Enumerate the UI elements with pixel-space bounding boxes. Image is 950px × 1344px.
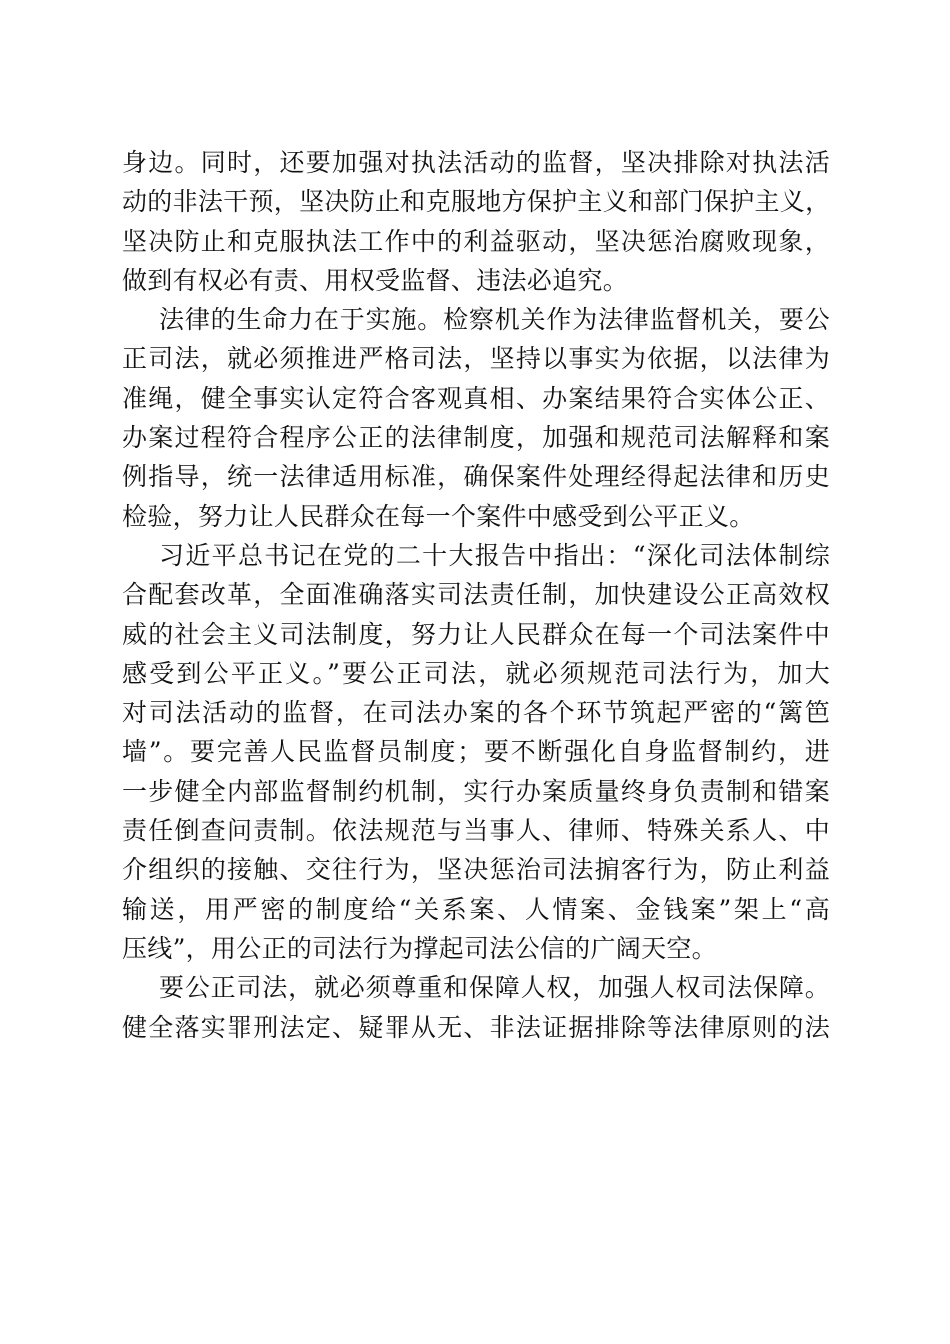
document-body [122,143,830,1047]
text-line: 压线”，用公正的司法行为撑起司法公信的广阔天空。 [122,933,717,963]
text-line: 介组织的接触、交往行为，坚决惩治司法掮客行为，防止利益 [122,855,830,885]
text-line: 输送，用严密的制度给“关系案、人情案、金钱案”架上“高 [122,894,830,924]
text-line: 威的社会主义司法制度，努力让人民群众在每一个司法案件中 [122,619,830,649]
paragraph [122,300,830,536]
text-line: 习近平总书记在党的二十大报告中指出：“深化司法体制综 [159,540,830,570]
paragraph [122,536,830,968]
text-line: 健全落实罪刑法定、疑罪从无、非法证据排除等法律原则的法 [122,1012,830,1042]
text-line: 动的非法干预，坚决防止和克服地方保护主义和部门保护主义， [122,187,830,217]
paragraph [122,143,830,300]
text-line: 要公正司法，就必须尊重和保障人权，加强人权司法保障。 [159,973,830,1003]
paragraph [122,968,830,1047]
text-line: 责任倒查问责制。依法规范与当事人、律师、特殊关系人、中 [122,816,830,846]
text-line: 墙”。要完善人民监督员制度；要不断强化自身监督制约，进 [122,737,830,767]
text-line: 检验，努力让人民群众在每一个案件中感受到公平正义。 [122,501,755,531]
text-line: 一步健全内部监督制约机制，实行办案质量终身负责制和错案 [122,776,830,806]
text-line: 准绳，健全事实认定符合客观真相、办案结果符合实体公正、 [122,383,830,413]
text-line: 身边。同时，还要加强对执法活动的监督，坚决排除对执法活 [122,148,830,177]
text-line: 对司法活动的监督，在司法办案的各个环节筑起严密的“篱笆 [122,698,830,728]
text-line: 做到有权必有责、用权受监督、违法必追究。 [122,265,629,295]
text-line: 办案过程符合程序公正的法律制度，加强和规范司法解释和案 [122,423,830,453]
text-line: 坚决防止和克服执法工作中的利益驱动，坚决惩治腐败现象， [122,226,830,256]
text-line: 正司法，就必须推进严格司法，坚持以事实为依据，以法律为 [122,344,830,374]
text-line: 感受到公平正义。”要公正司法，就必须规范司法行为，加大 [122,658,830,688]
text-line: 例指导，统一法律适用标准，确保案件处理经得起法律和历史 [122,462,830,492]
text-line: 合配套改革，全面准确落实司法责任制，加快建设公正高效权 [122,580,830,610]
text-line: 法律的生命力在于实施。检察机关作为法律监督机关，要公 [159,305,830,335]
